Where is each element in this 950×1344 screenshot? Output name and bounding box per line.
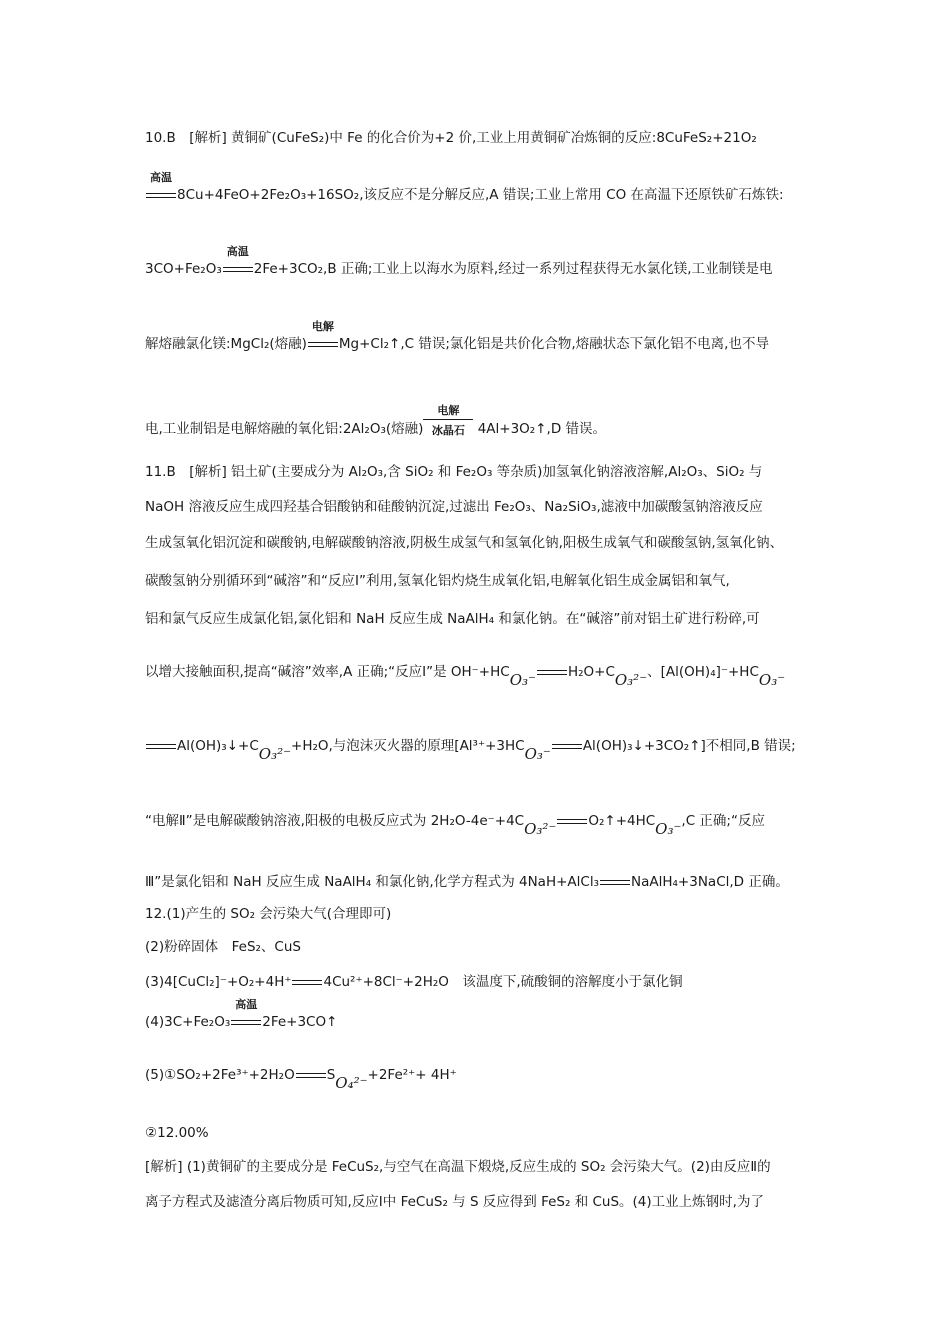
answer-11-line-1: [145, 462, 762, 482]
text-segment: Al(OH)₃↓+3CO₂↑]不相同,B 错误;: [582, 738, 796, 754]
condition-label: 高温: [150, 171, 172, 184]
equals-sign: [308, 342, 338, 347]
condition-label: 电解: [311, 320, 334, 333]
equals-sign: [557, 819, 587, 824]
reaction-condition: [230, 998, 262, 1032]
text-segment: 、[Al(OH)₄]⁻+HC: [647, 664, 759, 680]
answer-10-line-2: [145, 171, 784, 205]
answer-11-line-3: [145, 533, 783, 553]
text-segment: 解熔融氯化镁:MgCl₂(熔融): [145, 336, 307, 352]
text-segment: H₂O+C: [567, 664, 615, 680]
text-segment: O₂↑+4HC: [588, 813, 656, 829]
equals-sign: [292, 980, 322, 985]
text-segment: ②12.00%: [145, 1125, 209, 1141]
text-segment: (4)3C+Fe₂O₃: [145, 1014, 231, 1030]
answer-10-line-4: [145, 320, 769, 354]
equals-sign: [231, 1020, 261, 1025]
text-segment: NaOH 溶液反应生成四羟基合铝酸钠和硅酸钠沉淀,过滤出 Fe₂O₃、Na₂SiO₃,滤液中加碳酸氢钠溶液反应: [145, 499, 763, 515]
reaction-condition: [423, 404, 473, 439]
answer-11-line-4: [145, 571, 730, 591]
equals-sign: [600, 880, 630, 885]
text-segment: NaAlH₄+3NaCl,D 正确。: [631, 874, 789, 890]
answer-11-line-2: [145, 497, 763, 517]
sulfate-ion: O₄²⁻: [335, 1074, 368, 1092]
answer-10-line-3: [145, 245, 773, 279]
reaction-condition: [145, 171, 177, 205]
text-segment: 碳酸氢钠分别循环到“碱溶”和“反应Ⅰ”利用,氢氧化铝灼烧生成氧化铝,电解氧化铝生成金属铝和氧气,: [145, 573, 730, 589]
text-segment: 电,工业制铝是电解熔融的氧化铝:2Al₂O₃(熔融): [145, 421, 424, 437]
bicarbonate-ion: O₃⁻: [758, 671, 786, 689]
answer-12-part-1: [145, 904, 391, 924]
answer-12-analysis-1: [145, 1157, 771, 1177]
equals-sign: [537, 670, 567, 675]
text-segment: 4Cu²⁺+8Cl⁻+2H₂O 该温度下,硫酸铜的溶解度小于氯化铜: [323, 974, 683, 990]
answer-11-line-6: [145, 661, 786, 689]
answer-11-line-7: [145, 735, 796, 763]
text-segment: 4Al+3O₂↑,D 错误。: [477, 421, 607, 437]
answer-11-line-9: [145, 872, 789, 892]
text-segment: +H₂O,与泡沫灭火器的原理[Al³⁺+3HC: [291, 738, 525, 754]
bicarbonate-ion: O₃⁻: [655, 820, 682, 838]
text-segment: 8Cu+4FeO+2Fe₂O₃+16SO₂,该反应不是分解反应,A 错误;工业上常用 CO 在高温下还原铁矿石炼铁:: [177, 187, 784, 203]
text-segment: (3)4[CuCl₂]⁻+O₂+4H⁺: [145, 974, 292, 990]
answer-12-part-4: [145, 998, 338, 1032]
equals-sign: [223, 267, 253, 272]
condition-label: 电解: [437, 404, 460, 417]
text-segment: (2)粉碎固体 FeS₂、CuS: [145, 939, 301, 955]
equals-sign: [423, 419, 473, 420]
text-segment: 生成氢氧化铝沉淀和碳酸钠,电解碳酸钠溶液,阴极生成氢气和氢氧化钠,阳极生成氧气和碳酸氢钠,氢氧化钠、: [145, 535, 784, 551]
carbonate-ion: O₃²⁻: [614, 671, 648, 689]
text-segment: 铝和氯气反应生成氯化铝,氯化铝和 NaH 反应生成 NaAlH₄ 和氯化钠。在“碱溶”前对铝土矿进行粉碎,可: [145, 611, 760, 627]
text-segment: 以增大接触面积,提高“碱溶”效率,A 正确;“反应Ⅰ”是 OH⁻+HC: [145, 664, 510, 680]
bicarbonate-ion: O₃⁻: [509, 671, 536, 689]
equals-sign: [296, 1073, 326, 1078]
text-segment: (5)①SO₂+2Fe³⁺+2H₂O: [145, 1067, 295, 1083]
equals-sign: [552, 744, 582, 749]
answer-12-part-5-2: [145, 1123, 209, 1143]
reaction-condition: [307, 320, 339, 354]
text-segment: Al(OH)₃↓+C: [177, 738, 259, 754]
text-segment: 10.B [解析] 黄铜矿(CuFeS₂)中 Fe 的化合价为+2 价,工业上用黄铜矿冶炼铜的反应:8CuFeS₂+21O₂: [145, 130, 757, 146]
answer-11-line-8: [145, 810, 765, 838]
equals-sign: [146, 744, 176, 749]
text-segment: ,C 正确;“反应: [681, 813, 765, 829]
bicarbonate-ion: O₃⁻: [524, 745, 551, 763]
text-segment: 3CO+Fe₂O₃: [145, 261, 222, 277]
condition-label: 高温: [235, 998, 258, 1011]
answer-12-part-3: [145, 972, 683, 992]
text-segment: 2Fe+3CO↑: [262, 1014, 338, 1030]
answer-12-part-5: [145, 1064, 457, 1092]
answer-12-part-2: [145, 937, 301, 957]
condition-label: 高温: [226, 245, 249, 258]
text-segment: 2Fe+3CO₂,B 正确;工业上以海水为原料,经过一系列过程获得无水氯化镁,工业制镁是电: [253, 261, 773, 277]
text-segment: “电解Ⅱ”是电解碳酸钠溶液,阳极的电极反应式为 2H₂O-4e⁻+4C: [145, 813, 525, 829]
text-segment: S: [326, 1067, 336, 1083]
carbonate-ion: O₃²⁻: [258, 745, 292, 763]
text-segment: +2Fe²⁺+ 4H⁺: [367, 1067, 457, 1083]
text-segment: [解析] (1)黄铜矿的主要成分是 FeCuS₂,与空气在高温下煅烧,反应生成的 SO₂ 会污染大气。(2)由反应Ⅱ的: [145, 1159, 771, 1175]
answer-10-line-5: [145, 404, 607, 439]
condition-label: 冰晶石: [431, 424, 465, 437]
reaction-condition: [222, 245, 254, 279]
text-segment: Ⅲ”是氯化铝和 NaH 反应生成 NaAlH₄ 和氯化钠,化学方程式为 4NaH+AlCl₃: [145, 874, 599, 890]
text-segment: Mg+Cl₂↑,C 错误;氯化铝是共价化合物,熔融状态下氯化铝不电离,也不导: [338, 336, 769, 352]
carbonate-ion: O₃²⁻: [524, 820, 557, 838]
answer-11-line-5: [145, 609, 760, 629]
text-segment: 12.(1)产生的 SO₂ 会污染大气(合理即可): [145, 906, 392, 922]
equals-sign: [146, 193, 176, 198]
answer-10-line-1: [145, 128, 757, 148]
text-segment: 离子方程式及滤渣分离后物质可知,反应Ⅰ中 FeCuS₂ 与 S 反应得到 FeS₂ 和 CuS。(4)工业上炼钢时,为了: [145, 1194, 764, 1210]
text-segment: 11.B [解析] 铝土矿(主要成分为 Al₂O₃,含 SiO₂ 和 Fe₂O₃ 等杂质)加氢氧化钠溶液溶解,Al₂O₃、SiO₂ 与: [145, 464, 763, 480]
answer-12-analysis-2: [145, 1192, 764, 1212]
